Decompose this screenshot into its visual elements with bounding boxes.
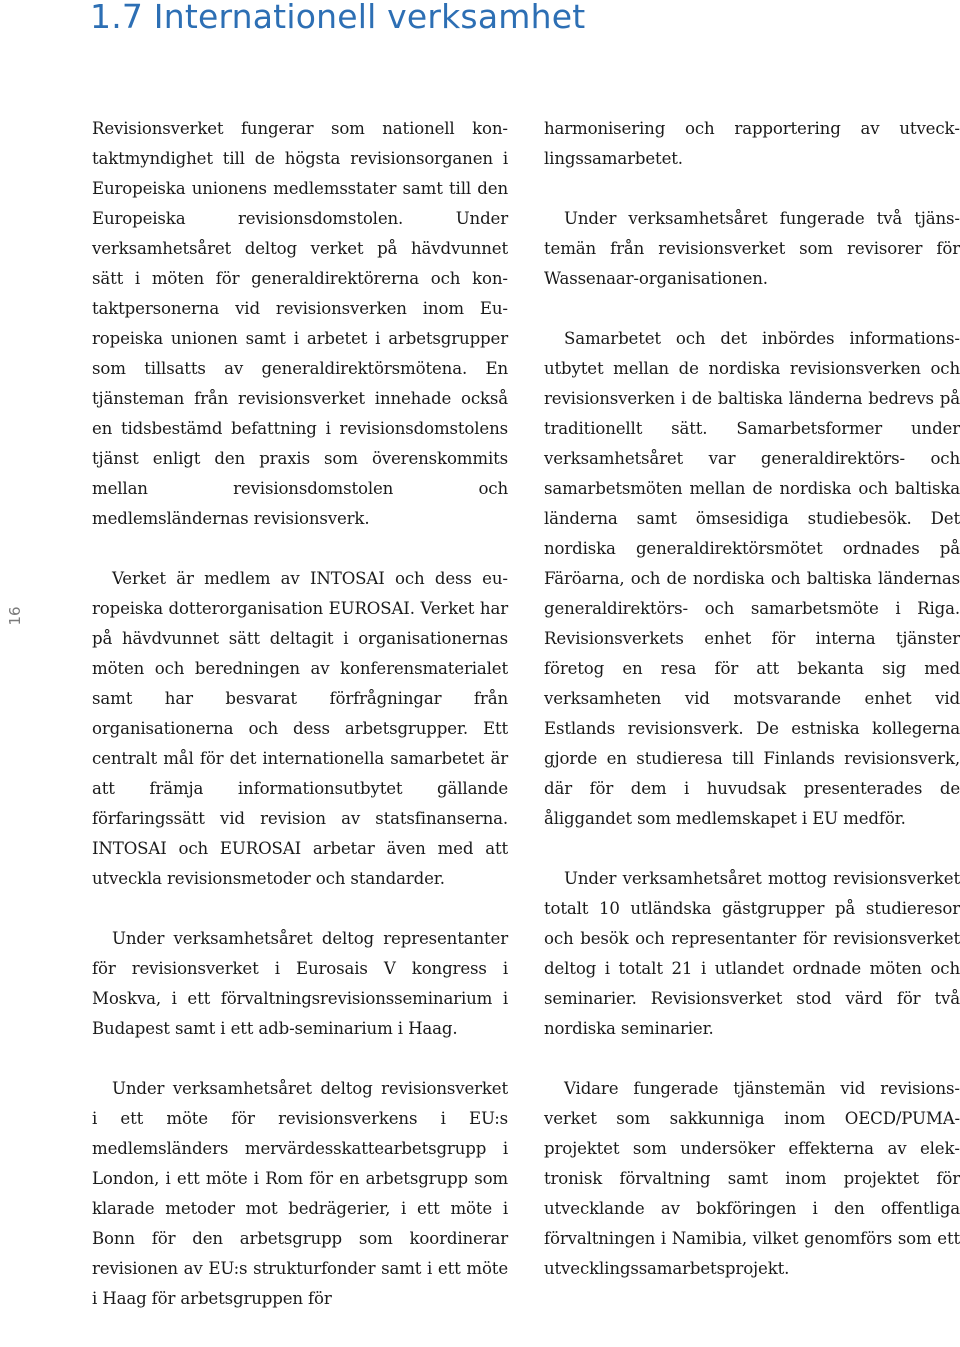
paragraph-wassenaar: Under verksamhetsåret fungerade två tjänstemän från revisionsverket som revisorer för Wassenaar-organisationen. (544, 209, 960, 288)
paragraph-oecd-puma: Vidare fungerade tjänstemän vid revisionsverket som sakkunniga inom OECD/PUMA-projektet som undersöker effekterna av elektronisk förvaltning samt inom projektet för utvecklande av bokföringen i den offentliga förvaltningen i Namibia, vilket genomförs som ett utvecklingssamarbetsprojekt. (544, 1079, 960, 1278)
paragraph-harmonisation: harmonisering och rapportering av utvecklingssamarbetet. (544, 119, 960, 168)
right-text-column (544, 114, 960, 1284)
paragraph-eu-contacts: Revisionsverket fungerar som nationell kontaktmyndighet till de högsta revisionsorganen i Europeiska unionens medlemsstater samt till den Europeiska revisionsdomstolen. Under verksamhetsåret deltog verket på hävdvunnet sätt i möten för generaldirektörerna och kontaktpersonerna vid revisionsverken inom Europeiska unionen samt i arbetet i arbetsgrupper som tillsatts av generaldirektörsmötena. En tjänsteman från revisionsverket innehade också en tidsbestämd befattning i revisionsdomstolens tjänst enligt den praxis som överenskommits mellan revisionsdomstolen och medlemsländernas revisionsverk. (92, 119, 508, 528)
paragraph-intosai: Verket är medlem av INTOSAI och dess europeiska dotterorganisation EUROSAI. Verket har på hävdvunnet sätt deltagit i organisationernas möten och beredningen av konferensmaterialet samt har besvarat förfrågningar från organisationerna och dess arbetsgrupper. Ett centralt mål för det internationella samarbetet är att främja informationsutbytet gällande förfaringssätt vid revision av statsfinanserna. INTOSAI och EUROSAI arbetar även med att utveckla revisionsmetoder och standarder. (92, 569, 508, 888)
paragraph-guest-groups: Under verksamhetsåret mottog revisionsverket totalt 10 utländska gästgrupper på studieresor och besök och representanter för revisionsverket deltog i totalt 21 i utlandet ordnade möten och seminarier. Revisionsverket stod värd för två nordiska seminarier. (544, 869, 960, 1038)
page-title: 1.7 Internationell verksamhet (90, 0, 586, 36)
left-text-column (92, 114, 508, 1314)
paragraph-nordic-baltic: Samarbetet och det inbördes informationsutbytet mellan de nordiska revisionsverken och revisionsverken i de baltiska länderna bedrevs på traditionellt sätt. Samarbetsformer under verksamhetsåret var generaldirektörs- och samarbetsmöten mellan de nordiska och baltiska länderna samt ömsesidiga studiebesök. Det nordiska generaldirektörsmötet ordnades på Färöarna, och de nordiska och baltiska ländernas generaldirektörs- och samarbetsmöte i Riga. Revisionsverkets enhet för interna tjänster företog en resa för att bekanta sig med verksamheten vid motsvarande enhet vid Estlands revisionsverk. De estniska kollegerna gjorde en studieresa till Finlands revisionsverk, där för dem i huvudsak presenterades de åliggandet som medlemskapet i EU medför. (544, 329, 960, 828)
paragraph-eu-working-groups: Under verksamhetsåret deltog revisionsverket i ett möte för revisionsverkens i EU:s medlemsländers mervärdesskattearbetsgrupp i London, i ett möte i Rom för en arbetsgrupp som klarade metoder mot bedrägerier, i ett möte i Bonn för den arbetsgrupp som koordinerar revisionen av EU:s strukturfonder samt i ett möte i Haag för arbetsgruppen för (92, 1079, 508, 1308)
paragraph-eurosai-congress: Under verksamhetsåret deltog representanter för revisionsverket i Eurosais V kongress i Moskva, i ett förvaltningsrevisionsseminarium i Budapest samt i ett adb-seminarium i Haag. (92, 929, 508, 1038)
page-number: 16 (6, 606, 24, 626)
